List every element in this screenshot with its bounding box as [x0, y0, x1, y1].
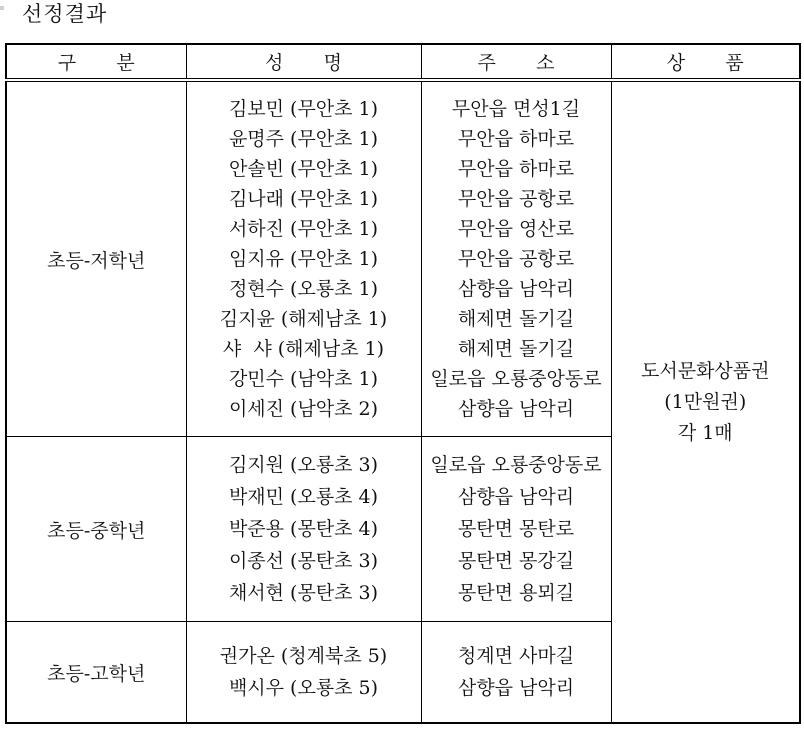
winner-name: 채서현 (몽탄초 3) [228, 582, 379, 604]
section-title: 선정결과 [22, 2, 108, 26]
winner-address: 무안읍 하마로 [457, 158, 575, 180]
winner-address: 무안읍 공항로 [457, 248, 575, 270]
prize-line: 각 1매 [677, 421, 733, 444]
winner-name: 강민수 (남악초 1) [228, 368, 379, 390]
winner-name: 권가온 (청계북초 5) [219, 645, 388, 667]
prize-line: (1만원권) [664, 390, 747, 413]
winner-address: 해제면 돌기길 [457, 308, 575, 330]
winner-name: 서하진 (무안초 1) [228, 218, 379, 240]
names-cell [186, 622, 421, 724]
names-cell [186, 437, 421, 622]
winner-name: 박재민 (오룡초 4) [228, 486, 379, 508]
winner-address: 일로읍 오룡중앙동로 [430, 454, 602, 476]
winner-name: 이세진 (남악초 2) [228, 398, 379, 420]
header-prize: 상 품 [611, 44, 800, 80]
header-category: 구 분 [6, 44, 186, 80]
winner-name: 백시우 (오룡초 5) [228, 677, 379, 699]
group-label: 초등-고학년 [6, 622, 186, 724]
group-row-lower-grades [6, 80, 800, 437]
winner-address: 삼향읍 남악리 [457, 278, 575, 300]
selection-results-table [5, 43, 801, 724]
winner-address: 무안읍 면성1길 [451, 98, 581, 120]
winner-name: 안솔빈 (무안초 1) [228, 158, 379, 180]
winner-address: 무안읍 하마로 [457, 128, 575, 150]
winner-address: 몽탄면 몽강길 [457, 550, 575, 572]
winner-name: 김나래 (무안초 1) [228, 188, 379, 210]
winner-address: 삼향읍 남악리 [457, 486, 575, 508]
prize-cell [611, 80, 800, 723]
header-name: 성 명 [186, 44, 421, 80]
winner-address: 몽탄면 몽탄로 [457, 518, 575, 540]
winner-address: 해제면 돌기길 [457, 338, 575, 360]
prize-line: 도서문화상품권 [641, 359, 770, 382]
header-address: 주 소 [421, 44, 611, 80]
addresses-cell [421, 437, 611, 622]
winner-name: 샤 샤 (해제남초 1) [222, 338, 385, 360]
winner-address: 삼향읍 남악리 [457, 677, 575, 699]
winner-name: 윤명주 (무안초 1) [228, 128, 379, 150]
group-label: 초등-저학년 [6, 80, 186, 437]
winner-name: 정현수 (오룡초 1) [228, 278, 379, 300]
addresses-cell [421, 622, 611, 724]
names-cell [186, 80, 421, 437]
winner-address: 일로읍 오룡중앙동로 [430, 368, 602, 390]
winner-name: 김지원 (오룡초 3) [228, 454, 379, 476]
winner-address: 몽탄면 용뫼길 [457, 582, 575, 604]
winner-name: 김보민 (무안초 1) [228, 98, 379, 120]
winner-name: 김지윤 (해제남초 1) [219, 308, 388, 330]
header-row [6, 44, 800, 80]
winner-name: 이종선 (몽탄초 3) [228, 550, 379, 572]
group-label: 초등-중학년 [6, 437, 186, 622]
winner-address: 무안읍 공항로 [457, 188, 575, 210]
winner-address: 무안읍 영산로 [457, 218, 575, 240]
winner-name: 임지유 (무안초 1) [228, 248, 379, 270]
addresses-cell [421, 80, 611, 437]
winner-address: 삼향읍 남악리 [457, 398, 575, 420]
winner-address: 청계면 사마길 [457, 645, 575, 667]
winner-name: 박준용 (몽탄초 4) [228, 518, 379, 540]
